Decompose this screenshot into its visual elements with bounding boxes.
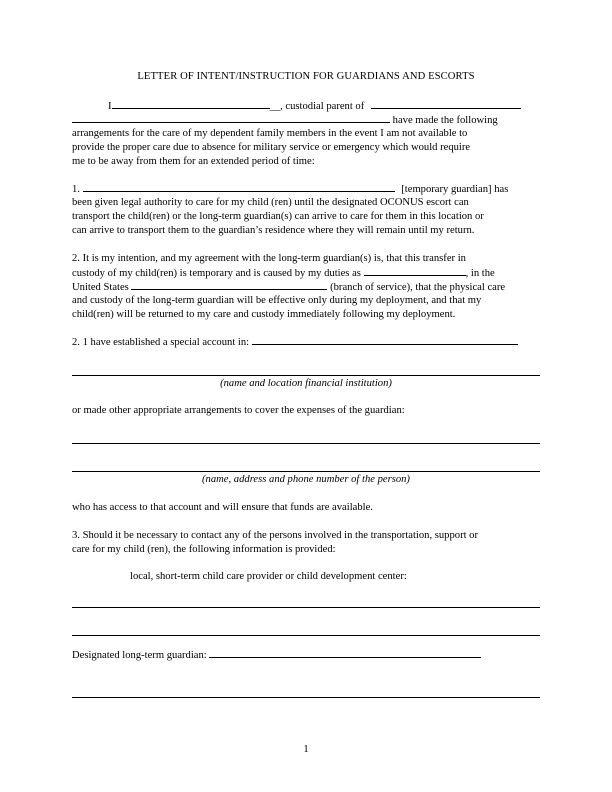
p2-us-text: United States: [72, 282, 129, 293]
p1-line-3: transport the child(ren) or the long-term guardian(s) can arrive to care for them in this location or: [72, 211, 484, 222]
account-field[interactable]: [252, 335, 518, 345]
person-info-caption: (name, address and phone number of the person): [202, 474, 410, 485]
p3-line-1: [72, 335, 518, 350]
p1-line-2: been given legal authority to care for my child (ren) until the designated OCONUS escort can: [72, 197, 469, 208]
intro-line-2: [72, 113, 498, 128]
p2-in-the-text: , in the: [465, 268, 495, 279]
long-term-guardian-label: Designated long-term guardian:: [72, 650, 207, 661]
p2-line-4: and custody of the long-term guardian will be effective only during my deployment, and that my: [72, 295, 482, 306]
child-care-provider-line-2[interactable]: [72, 635, 540, 636]
account-label: 2. 1 have established a special account in:: [72, 337, 250, 348]
intro-line-4: provide the proper care due to absence for military service or emergency which would require: [72, 142, 471, 153]
p1-line-4: can arrive to transport them to the guardian’s residence where they will remain until my return.: [72, 225, 475, 236]
p1-number: 1.: [72, 184, 80, 195]
temporary-guardian-label: [temporary guardian] has: [401, 184, 509, 195]
parent-name-field[interactable]: [112, 99, 270, 109]
guardian-arrangement-line-1[interactable]: [72, 443, 540, 444]
long-term-guardian-field[interactable]: [209, 648, 481, 658]
p1-line-1: [72, 182, 508, 197]
p4-line-1: 3. Should it be necessary to contact any of the persons involved in the transportation, support or: [72, 530, 479, 541]
guardian-arrangement-line-2[interactable]: [72, 471, 540, 472]
p2-line-3: [72, 280, 505, 295]
temporary-guardian-field[interactable]: [83, 182, 395, 192]
branch-of-service-field[interactable]: [131, 280, 327, 290]
p3-line-2: or made other appropriate arrangements to cover the expenses of the guardian:: [72, 405, 405, 416]
page-number: 1: [303, 744, 309, 755]
p4-line-4: [72, 648, 481, 663]
p4-line-3: local, short-term child care provider or child development center:: [130, 571, 407, 582]
p4-line-2: care for my child (ren), the following information is provided:: [72, 544, 336, 555]
intro-line-5: me to be away from them for an extended period of time:: [72, 156, 315, 167]
p2-branch-text: (branch of service), that the physical care: [330, 282, 506, 293]
p2-duties-text: custody of my child(ren) is temporary and is caused by my duties as: [72, 268, 361, 279]
intro-line-3: arrangements for the care of my dependent family members in the event I am not available to: [72, 128, 468, 139]
intro-made-text: have made the following: [392, 115, 498, 126]
financial-institution-line[interactable]: [72, 375, 540, 376]
duties-field[interactable]: [364, 266, 466, 276]
child-names-field[interactable]: [371, 99, 521, 109]
intro-custodial-text: __, custodial parent of: [269, 101, 365, 112]
long-term-guardian-line-2[interactable]: [72, 697, 540, 698]
p2-line-2: [72, 266, 495, 281]
child-care-provider-line-1[interactable]: [72, 607, 540, 608]
p2-line-1: 2. It is my intention, and my agreement with the long-term guardian(s) is, that this transfer in: [72, 253, 466, 264]
p3-line-3: who has access to that account and will ensure that funds are available.: [72, 502, 373, 513]
intro-line-1: [108, 99, 521, 114]
p2-line-5: child(ren) will be returned to my care and custody immediately following my deployment.: [72, 309, 456, 320]
child-names-field-2[interactable]: [72, 113, 390, 123]
financial-institution-caption: (name and location financial institution): [220, 378, 392, 389]
document-title: LETTER OF INTENT/INSTRUCTION FOR GUARDIANS AND ESCORTS: [137, 71, 475, 82]
intro-i: I: [108, 101, 112, 112]
